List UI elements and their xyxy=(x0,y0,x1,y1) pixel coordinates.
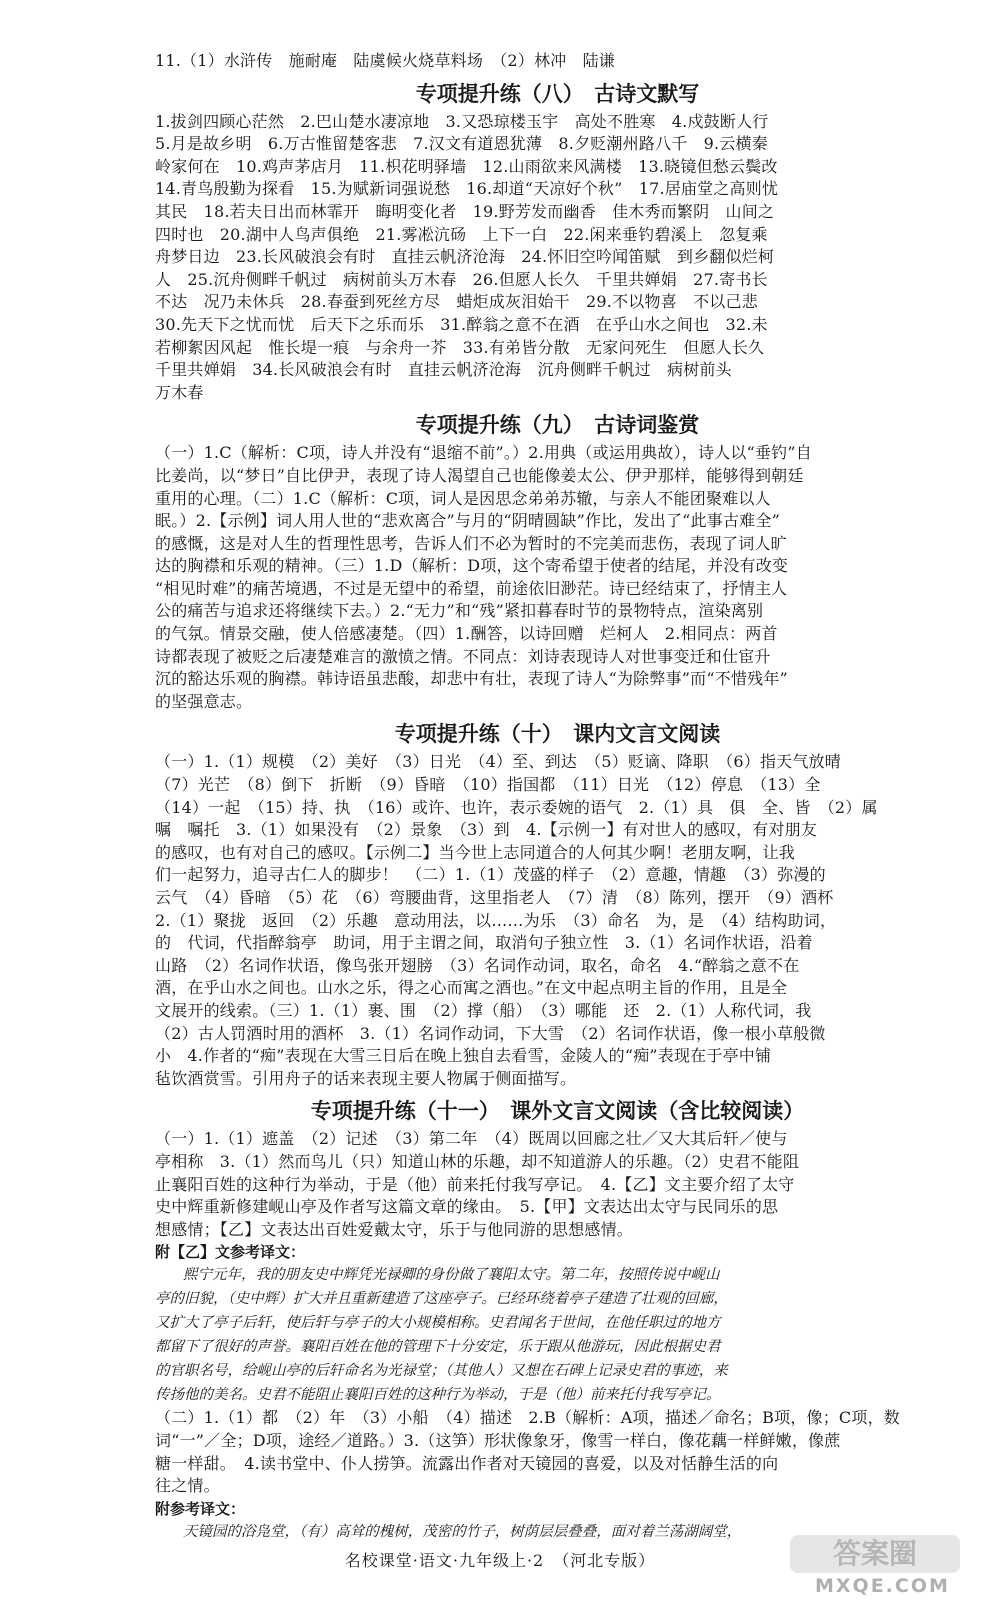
answer-line: （一）1.C（解析：C项，诗人并没有“退缩不前”。）2.用典（或运用典故），诗人以“垂钓”自 xyxy=(155,443,812,463)
answer-line: （2）古人罚酒时用的酒杯 3.（1）名词作动词，下大雪 （2）名词作状语，像一根小草般微 xyxy=(155,1023,826,1043)
answer-line: （7）光芒 （8）倒下 折断 （9）昏暗 （10）指国都 （11）日光 （12）停息 （13）全 xyxy=(155,775,821,795)
answer-line: 山路 （2）名词作状语，像鸟张开翅膀 （3）名词作动词，取名，命名 4.“醉翁之意不在 xyxy=(155,955,800,975)
section-heading: 专项提升练（九） 古诗词鉴赏 xyxy=(415,413,700,438)
answer-line: 云气 （4）昏暗 （5）花 （6）弯腰曲背，这里指老人 （7）清 （8）陈列，摆开 （9）酒杯 xyxy=(155,888,834,907)
content-area xyxy=(155,50,960,1544)
page-footer: 名校课堂·语文·九年级上·2 （河北专版） xyxy=(344,1551,656,1570)
answer-line: 30.先天下之忧而忧 后天下之乐而乐 31.醉翁之意不在酒 在乎山水之间也 32.未 xyxy=(155,314,768,334)
section-heading: 专项提升练（十） 课内文言文阅读 xyxy=(394,722,721,747)
answer-line: 不达 况乃未休兵 28.春蚕到死丝方尽 蜡炬成灰泪始干 29.不以物喜 不以己悲 xyxy=(155,292,758,312)
answer-line: 的气氛。情景交融，使人倍感凄楚。（四）1.酬答，以诗回赠 烂柯人 2.相同点：两首 xyxy=(155,624,778,644)
watermark-url: MXQE.COM xyxy=(815,1575,950,1597)
translation-label: 附参考译文： xyxy=(155,1499,246,1518)
answer-line: 眠。）2.【示例】词人用人世的“悲欢离合”与月的“阴晴圆缺”作比，发出了“此事古难全” xyxy=(155,511,780,531)
answer-line: 往之情。 xyxy=(155,1476,220,1496)
translation-line: 的官职名号，给岘山亭的后轩命名为光禄堂；（其他人）又想在石碑上记录史君的事迹，来 xyxy=(155,1363,728,1380)
answer-line: （一）1.（1）遮盖 （2）记述 （3）第二年 （4）既周以回廊之壮／又大其后轩／使与 xyxy=(155,1129,788,1149)
answer-line: 的感叹，也有对自己的感叹。【示例二】当今世上志同道合的人何其少啊！老朋友啊，让我 xyxy=(155,842,796,862)
answer-line: 毡饮酒赏雪。引用舟子的话来表现主要人物属于侧面描写。 xyxy=(155,1068,577,1088)
translation-line: 熙宁元年，我的朋友史中辉凭光禄卿的身份做了襄阳太守。第二年，按照传说中岘山 xyxy=(183,1267,720,1284)
watermark-logo xyxy=(790,1535,995,1597)
answer-line: 其民 18.若夫日出而林霏开 晦明变化者 19.野芳发而幽香 佳木秀而繁阴 山间之 xyxy=(155,201,775,221)
answer-line: 糖一样甜。 4.读书堂中、仆人捞笋。流露出作者对天镜园的喜爱，以及对恬静生活的向 xyxy=(155,1453,779,1473)
translation-label: 附【乙】文参考译文： xyxy=(155,1243,306,1262)
answer-line: 人 25.沉舟侧畔千帆过 病树前头万木春 26.但愿人长久 千里共婵娟 27.寄书长 xyxy=(155,269,768,289)
answer-line: 止襄阳百姓的这种行为举动，于是（他）前来托付我写亭记。 4.【乙】文主要介绍了太守 xyxy=(155,1174,795,1194)
answer-line: 若柳絮因风起 惟长堤一痕 与余舟一芥 33.有弟皆分散 无家问死生 但愿人长久 xyxy=(155,337,765,357)
answer-line: 比姜尚，以“梦日”自比伊尹，表现了诗人渴望自己也能像姜太公、伊尹那样，能够得到朝廷 xyxy=(155,465,804,485)
answer-line: 公的痛苦与追求还将继续下去。）2.“无力”和“残”紧扣暮春时节的景物特点，渲染离别 xyxy=(155,601,764,621)
answer-line: 的坚强意志。 xyxy=(155,691,253,711)
answer-line: 亭相称 3.（1）然而鸟儿（只）知道山林的乐趣，却不知道游人的乐趣。（2）史君不能阻 xyxy=(155,1151,800,1171)
answer-line: 嘱 嘱托 3.（1）如果没有 （2）景象 （3）到 4.【示例一】有对世人的感叹，有对朋友 xyxy=(155,820,818,840)
section-heading: 专项提升练（八） 古诗文默写 xyxy=(415,81,700,106)
answer-line: 万木春 xyxy=(155,382,204,402)
answer-line: 想感情；【乙】文表达出百姓爱戴太守，乐于与他同游的思想感情。 xyxy=(155,1219,634,1239)
answer-line: 沉的豁达乐观的胸襟。韩诗语虽悲酸，却悲中有壮，表现了诗人“为除弊事”而“不惜残年” xyxy=(155,669,788,689)
answer-line: 史中辉重新修建岘山亭及作者写这篇文章的缘由。 5.【甲】文表达出太守与民同乐的思 xyxy=(155,1197,779,1217)
answer-line: 千里共婵娟 34.长风破浪会有时 直挂云帆济沧海 沉舟侧畔千帆过 病树前头 xyxy=(155,360,732,380)
translation-line: 传扬他的美名。史君不能阻止襄阳百姓的这种行为举动，于是（他）前来托付我写亭记。 xyxy=(155,1387,721,1404)
answer-line: 2.（1）聚拢 返回 （2）乐趣 意动用法，以……为乐 （3）命名 为，是 （4）结构助词， xyxy=(155,910,837,930)
answer-line: 舟梦日边 23.长风破浪会有时 直挂云帆济沧海 24.怀旧空吟闻笛赋 到乡翻似烂柯 xyxy=(155,247,775,267)
answer-line: 诗都表现了被贬之后凄楚难言的激愤之情。不同点：刘诗表现诗人对世事变迁和仕宦升 xyxy=(155,646,771,666)
answer-line: 词“一”／全；D项，途经／道路。）3.（这笋）形状像象牙，像雪一样白，像花藕一样鲜嫩，像蔗 xyxy=(155,1430,841,1450)
translation-line: 又扩大了亭子后轩，使后轩与亭子的大小规模相称。史君闻名于世间，在他任职过的地方 xyxy=(155,1315,721,1332)
section-heading: 专项提升练（十一） 课外文言文阅读（含比较阅读） xyxy=(310,1099,805,1124)
answer-line: （14）一起 （15）持、执 （16）或许、也许，表示委婉的语气 2.（1）具 俱 全、皆 （2）属 xyxy=(155,797,878,817)
answer-line: 们一起努力，追寻古仁人的脚步！ （二）1.（1）茂盛的样子 （2）意趣，情趣 （3）弥漫的 xyxy=(155,865,826,885)
answer-line: 14.青鸟殷勤为探看 15.为赋新词强说愁 16.却道“天凉好个秋” 17.居庙堂之高则忧 xyxy=(155,179,779,199)
answer-line: （二）1.（1）都 （2）年 （3）小船 （4）描述 2.B（解析：A项，描述／命名；B项，像；C项，数 xyxy=(155,1408,900,1428)
answer-line: “相见时难”的痛苦境遇，不过是无望中的希望，前途依旧渺茫。诗已经结束了，抒情主人 xyxy=(155,578,788,598)
answer-line: 重用的心理。（二）1.C（解析：C项，词人是因思念弟弟苏辙，与亲人不能团聚难以人 xyxy=(155,488,771,508)
answer-line: 的感慨，这是对人生的哲理性思考，告诉人们不必为暂时的不完美而悲伤，表现了词人旷 xyxy=(155,533,787,553)
answer-line: 酒，在乎山水之间也。山水之乐，得之心而寓之酒也。”在文中起点明主旨的作用，且是全 xyxy=(155,978,788,998)
watermark-text: 答案圈 xyxy=(790,1535,960,1573)
translation-line: 亭的旧貌，（史中辉）扩大并且重新建造了这座亭子。已经环绕着亭子建造了壮观的回廊， xyxy=(155,1291,728,1308)
answer-line: 四时也 20.湖中人鸟声俱绝 21.雾凇沆砀 上下一白 22.闲来垂钓碧溪上 忽复乘 xyxy=(155,224,768,244)
translation-line: 天镜园的浴凫堂，（有）高耸的槐树，茂密的竹子，树荫层层叠叠，面对着兰荡湖阔堂， xyxy=(183,1523,742,1540)
answer-line: 11.（1）水浒传 施耐庵 陆虞候火烧草料场 （2）林冲 陆谦 xyxy=(155,51,616,70)
translation-line: 都留下了很好的声誉。襄阳百姓在他的管理下十分安定，乐于跟从他游玩，因此根据史君 xyxy=(155,1339,721,1356)
answer-line: 文展开的线索。（三）1.（1）裹、围 （2）撑（船） （3）哪能 还 2.（1）人称代词，我 xyxy=(155,1000,812,1020)
answer-line: 1.拔剑四顾心茫然 2.巴山楚水凄凉地 3.又恐琼楼玉宇 高处不胜寒 4.戍鼓断人行 xyxy=(155,111,769,131)
answer-line: 达的胸襟和乐观的精神。（三）1.D（解析：D项，这个寄希望于使者的结尾，并没有改变 xyxy=(155,556,789,576)
answer-line: 岭家何在 10.鸡声茅店月 11.枳花明驿墙 12.山雨欲来风满楼 13.晓镜但愁云鬓改 xyxy=(155,156,778,176)
answer-line: （一）1.（1）规模 （2）美好 （3）日光 （4）至、到达 （5）贬谪、降职 （6）指天气放晴 xyxy=(155,752,841,772)
answer-line: 的 代词，代指醉翁亭 助词，用于主谓之间，取消句子独立性 3.（1）名词作状语，沿着 xyxy=(155,933,813,953)
answer-line: 5.月是故乡明 6.万古惟留楚客悲 7.汉文有道恩犹薄 8.夕贬潮州路八千 9.云横秦 xyxy=(155,134,768,154)
answer-line: 小 4.作者的“痴”表现在大雪三日后在晚上独自去看雪，金陵人的“痴”表现在于亭中铺 xyxy=(155,1046,772,1066)
